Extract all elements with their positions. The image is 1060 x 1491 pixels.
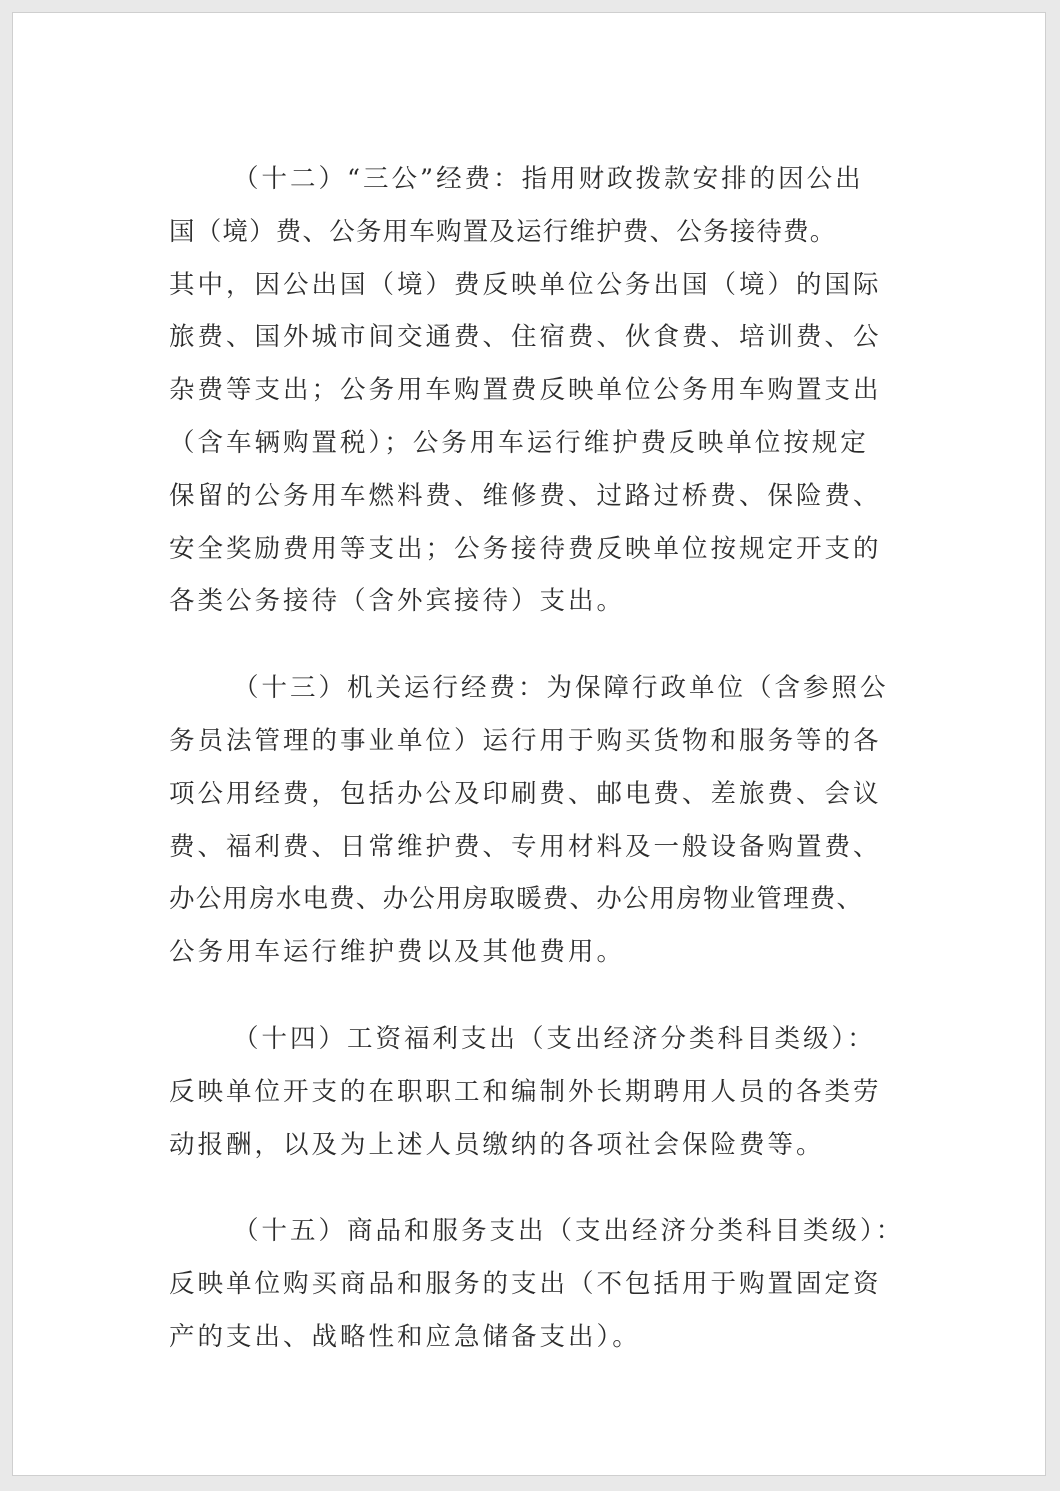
- paragraph-line: 费、福利费、日常维护费、专用材料及一般设备购置费、: [169, 831, 882, 862]
- paragraph-line: 旅费、国外城市间交通费、住宿费、伙食费、培训费、公: [169, 322, 882, 353]
- paragraph-line: 项公用经费，包括办公及印刷费、邮电费、差旅费、会议: [169, 778, 882, 809]
- paragraph-line: （含车辆购置税）；公务用车运行维护费反映单位按规定: [169, 427, 869, 458]
- paragraph-line: 各类公务接待（含外宾接待）支出。: [169, 586, 626, 617]
- paragraph-line: （十三）机关运行经费：为保障行政单位（含参照公: [233, 673, 889, 704]
- paragraph-line: 公务用车运行维护费以及其他费用。: [169, 937, 626, 968]
- paragraph-line: （十五）商品和服务支出（支出经济分类科目类级）：: [233, 1216, 905, 1247]
- paragraph-goods-services: [169, 1205, 929, 1363]
- paragraph-line: （十二）“三公”经费：指用财政拨款安排的因公出: [233, 164, 864, 194]
- paragraph-line: 杂费等支出；公务用车购置费反映单位公务用车购置支出: [169, 375, 882, 406]
- paragraph-line: 办公用房水电费、办公用房取暖费、办公用房物业管理费、: [169, 884, 864, 915]
- paragraph-line: 反映单位购买商品和服务的支出（不包括用于购置固定资: [169, 1269, 882, 1300]
- paragraph-line: 务员法管理的事业单位）运行用于购买货物和服务等的各: [169, 725, 882, 756]
- paragraph-operating-expenses: [169, 662, 929, 979]
- document-body: [169, 153, 929, 1390]
- paragraph-line: 安全奖励费用等支出；公务接待费反映单位按规定开支的: [169, 533, 882, 564]
- paragraph-line: 产的支出、战略性和应急储备支出）。: [169, 1321, 641, 1352]
- paragraph-line: 反映单位开支的在职职工和编制外长期聘用人员的各类劳: [169, 1076, 882, 1107]
- document-page: [12, 12, 1046, 1476]
- paragraph-line: 保留的公务用车燃料费、维修费、过路过桥费、保险费、: [169, 480, 882, 511]
- paragraph-san-gong-expenses: [169, 153, 929, 628]
- paragraph-line: 其中，因公出国（境）费反映单位公务出国（境）的国际: [169, 269, 882, 300]
- paragraph-wages-benefits: [169, 1013, 929, 1171]
- paragraph-line: （十四）工资福利支出（支出经济分类科目类级）：: [233, 1023, 876, 1054]
- paragraph-line: 国（境）费、公务用车购置及运行维护费、公务接待费。: [169, 216, 837, 247]
- paragraph-line: 动报酬，以及为上述人员缴纳的各项社会保险费等。: [169, 1129, 825, 1160]
